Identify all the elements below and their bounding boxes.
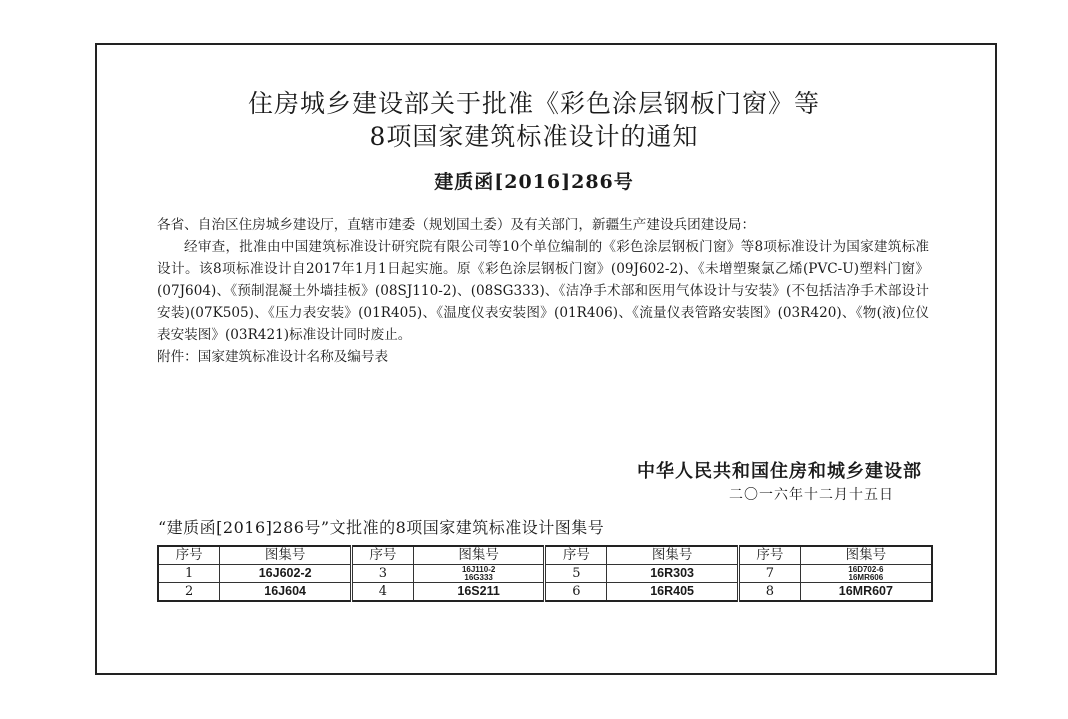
- atlas-code-line: 16J110-2: [461, 564, 496, 574]
- header-seq: 序号: [738, 546, 800, 565]
- header-seq: 序号: [545, 546, 607, 565]
- atlas-code-line: 16D702-6: [848, 564, 884, 574]
- attachment-line: 附件：国家建筑标准设计名称及编号表: [157, 349, 389, 365]
- seq-cell: 7: [738, 565, 800, 583]
- atlas-number-table: [157, 545, 933, 602]
- seq-cell: 2: [158, 583, 220, 602]
- notice-body: [157, 214, 929, 368]
- table-header-row: [158, 546, 932, 565]
- notice-paragraph: 经审查，批准由中国建筑标准设计研究院有限公司等10个单位编制的《彩色涂层钢板门窗》等8项标准设计为国家建筑标准设计。该8项标准设计自2017年1月1日起实施。原《彩色涂层钢板门窗》(09J602-2)、《未增塑聚氯乙烯(PVC-U)塑料门窗》(07J604)、《预制混凝土外墙挂板》(08SJ110-2)、(08SG333)、《洁净手术部和医用气体设计与安装》(不包括洁净手术部设计安装)(07K505)、《压力表安装》(01R405)、《温度仪表安装图》(01R406)、《流量仪表管路安装图》(03R420)、《物(液)位仪表安装图》(03R421)标准设计同时废止。: [157, 239, 929, 343]
- atlas-code-cell: 16S211: [413, 583, 545, 602]
- seq-cell: 8: [738, 583, 800, 602]
- header-atlas-no: 图集号: [800, 546, 932, 565]
- atlas-code-cell: [800, 565, 932, 583]
- table-row: [158, 565, 932, 583]
- header-atlas-no: 图集号: [607, 546, 739, 565]
- title-line-2: 8项国家建筑标准设计的通知: [369, 122, 699, 151]
- atlas-code-cell: 16J602-2: [220, 565, 352, 583]
- atlas-code-cell: [413, 565, 545, 583]
- table-caption: “建质函[2016]286号”文批准的8项国家建筑标准设计图集号: [158, 518, 605, 537]
- seq-cell: 6: [545, 583, 607, 602]
- atlas-code-line: 16G333: [464, 572, 493, 582]
- atlas-code-cell: 16MR607: [800, 583, 932, 602]
- seq-cell: 4: [351, 583, 413, 602]
- atlas-code-line: 16MR606: [848, 572, 884, 582]
- seq-cell: 1: [158, 565, 220, 583]
- issuing-authority: 中华人民共和国住房和城乡建设部: [637, 461, 922, 482]
- header-atlas-no: 图集号: [413, 546, 545, 565]
- header-atlas-no: 图集号: [220, 546, 352, 565]
- atlas-code-cell: 16R405: [607, 583, 739, 602]
- issue-date: 二〇一六年十二月十五日: [729, 487, 894, 503]
- table-row: [158, 583, 932, 602]
- document-number: 建质函[2016]286号: [434, 171, 634, 193]
- seq-cell: 5: [545, 565, 607, 583]
- atlas-code-cell: 16R303: [607, 565, 739, 583]
- header-seq: 序号: [351, 546, 413, 565]
- atlas-code-cell: 16J604: [220, 583, 352, 602]
- seq-cell: 3: [351, 565, 413, 583]
- title-line-1: 住房城乡建设部关于批准《彩色涂层钢板门窗》等: [247, 89, 820, 118]
- header-seq: 序号: [158, 546, 220, 565]
- salutation: 各省、自治区住房城乡建设厅，直辖市建委（规划国土委）及有关部门，新疆生产建设兵团建设局：: [157, 217, 756, 233]
